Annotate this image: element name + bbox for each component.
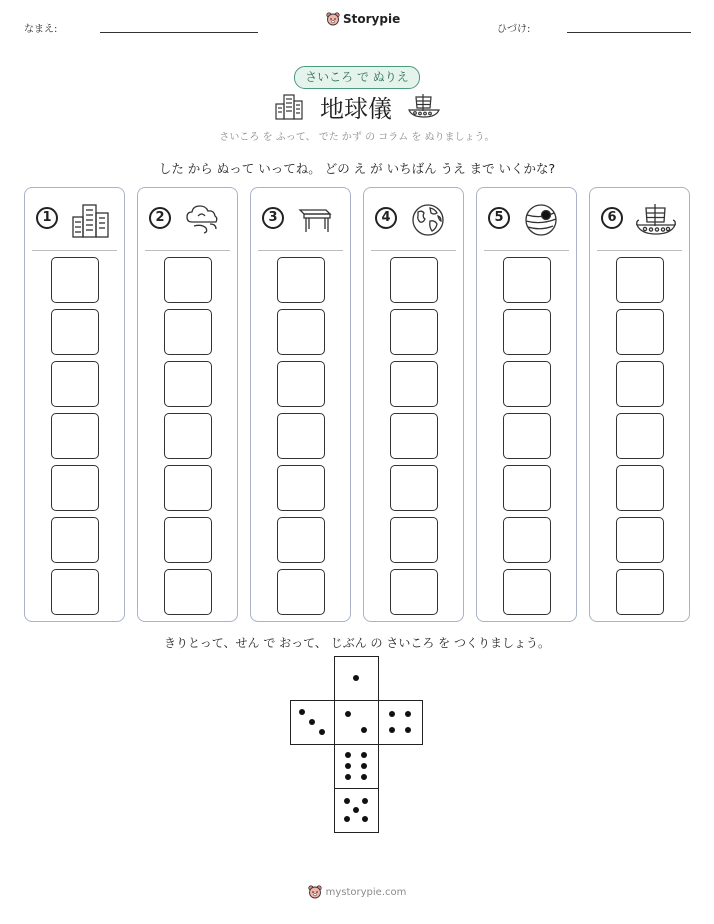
column-3 <box>250 187 351 622</box>
column-5 <box>476 187 577 622</box>
die-pip <box>353 807 359 813</box>
name-field-line[interactable] <box>100 32 258 33</box>
coloring-cell[interactable] <box>164 413 212 459</box>
coloring-cell[interactable] <box>277 309 325 355</box>
die-pip <box>389 711 395 717</box>
column-number: 5 <box>488 207 510 229</box>
die-pip <box>361 727 367 733</box>
column-number: 3 <box>262 207 284 229</box>
coloring-cell[interactable] <box>164 361 212 407</box>
die-face-5 <box>334 788 379 833</box>
coloring-cell[interactable] <box>390 257 438 303</box>
column-divider <box>32 250 117 251</box>
column-number: 4 <box>375 207 397 229</box>
column-number: 1 <box>36 207 58 229</box>
coloring-cell[interactable] <box>277 257 325 303</box>
coloring-cell[interactable] <box>277 517 325 563</box>
date-field-line[interactable] <box>567 32 691 33</box>
die-pip <box>362 798 368 804</box>
die-pip <box>344 816 350 822</box>
die-pip <box>345 711 351 717</box>
coloring-cell[interactable] <box>164 257 212 303</box>
die-pip <box>309 719 315 725</box>
coloring-cell[interactable] <box>616 361 664 407</box>
column-divider <box>597 250 682 251</box>
coloring-cell[interactable] <box>390 361 438 407</box>
coloring-cell[interactable] <box>616 465 664 511</box>
coloring-cell[interactable] <box>390 465 438 511</box>
column-2 <box>137 187 238 622</box>
footer-url[interactable]: mystorypie.com <box>325 886 407 898</box>
coloring-cell[interactable] <box>277 413 325 459</box>
die-pip <box>319 729 325 735</box>
column-header <box>364 188 463 250</box>
viking-ship-icon <box>408 92 440 120</box>
die-face-3 <box>290 700 335 745</box>
column-header <box>251 188 350 250</box>
coloring-cell[interactable] <box>503 465 551 511</box>
coloring-cell[interactable] <box>616 413 664 459</box>
die-pip <box>389 727 395 733</box>
activity-badge: さいころ で ぬりえ <box>294 66 420 89</box>
die-pip <box>345 774 351 780</box>
date-label: ひづけ: <box>497 24 531 35</box>
die-pip <box>405 711 411 717</box>
coloring-cell[interactable] <box>390 309 438 355</box>
column-number: 6 <box>601 207 623 229</box>
coloring-cell[interactable] <box>51 257 99 303</box>
die-pip <box>405 727 411 733</box>
coloring-cell[interactable] <box>164 569 212 615</box>
column-4 <box>363 187 464 622</box>
footer <box>0 885 714 899</box>
coloring-cell[interactable] <box>51 309 99 355</box>
cloud-wind-icon <box>184 202 222 236</box>
coloring-cell[interactable] <box>616 569 664 615</box>
coloring-cell[interactable] <box>51 569 99 615</box>
buildings-icon <box>274 92 304 120</box>
instruction: した から ぬって いってね。 どの え が いちばん うえ まで いくかな? <box>158 161 556 176</box>
column-divider <box>258 250 343 251</box>
title-row <box>0 88 714 124</box>
die-pip <box>362 816 368 822</box>
coloring-cell[interactable] <box>390 517 438 563</box>
coloring-cell[interactable] <box>503 569 551 615</box>
buildings-icon <box>71 202 111 238</box>
column-header <box>138 188 237 250</box>
coloring-cell[interactable] <box>164 309 212 355</box>
column-divider <box>145 250 230 251</box>
coloring-cell[interactable] <box>390 413 438 459</box>
coloring-cell[interactable] <box>390 569 438 615</box>
viking-ship-icon <box>636 202 676 238</box>
column-header <box>477 188 576 250</box>
coloring-cell[interactable] <box>164 465 212 511</box>
storypie-logo <box>326 12 400 26</box>
coloring-cell[interactable] <box>277 465 325 511</box>
column-header <box>590 188 689 250</box>
coloring-cell[interactable] <box>51 361 99 407</box>
die-pip <box>345 763 351 769</box>
coloring-cell[interactable] <box>277 569 325 615</box>
die-pip <box>353 675 359 681</box>
die-face-1 <box>334 656 379 701</box>
coloring-cell[interactable] <box>164 517 212 563</box>
cut-instruction: きりとって、せん で おって、 じぶん の さいころ を つくりましょう。 <box>164 636 550 650</box>
bear-icon <box>326 12 340 26</box>
coloring-cell[interactable] <box>51 413 99 459</box>
die-face-2 <box>334 700 379 745</box>
header <box>0 0 714 60</box>
column-header <box>25 188 124 250</box>
coloring-cell[interactable] <box>503 413 551 459</box>
logo-text: Storypie <box>343 12 401 26</box>
die-face-6 <box>334 744 379 789</box>
table-icon <box>297 202 333 234</box>
column-number: 2 <box>149 207 171 229</box>
bear-icon <box>308 885 322 899</box>
die-pip <box>345 752 351 758</box>
subtitle: さいころ を ふって、 でた かず の コラム を ぬりましょう。 <box>219 132 495 143</box>
die-face-4 <box>378 700 423 745</box>
coloring-cell[interactable] <box>51 517 99 563</box>
page-title: 地球儀 <box>320 95 392 123</box>
globe-icon <box>410 202 446 238</box>
coloring-cell[interactable] <box>616 257 664 303</box>
die-pip <box>361 763 367 769</box>
column-divider <box>371 250 456 251</box>
column-1 <box>24 187 125 622</box>
coloring-cell[interactable] <box>51 465 99 511</box>
column-6 <box>589 187 690 622</box>
coloring-cell[interactable] <box>616 517 664 563</box>
die-pip <box>299 709 305 715</box>
coloring-cell[interactable] <box>277 361 325 407</box>
column-divider <box>484 250 569 251</box>
coloring-cell[interactable] <box>503 309 551 355</box>
coloring-cell[interactable] <box>503 517 551 563</box>
coloring-cell[interactable] <box>616 309 664 355</box>
coloring-cell[interactable] <box>503 257 551 303</box>
die-pip <box>344 798 350 804</box>
name-label: なまえ: <box>24 24 58 35</box>
die-pip <box>361 774 367 780</box>
die-pip <box>361 752 367 758</box>
planet-icon <box>523 202 559 238</box>
coloring-cell[interactable] <box>503 361 551 407</box>
